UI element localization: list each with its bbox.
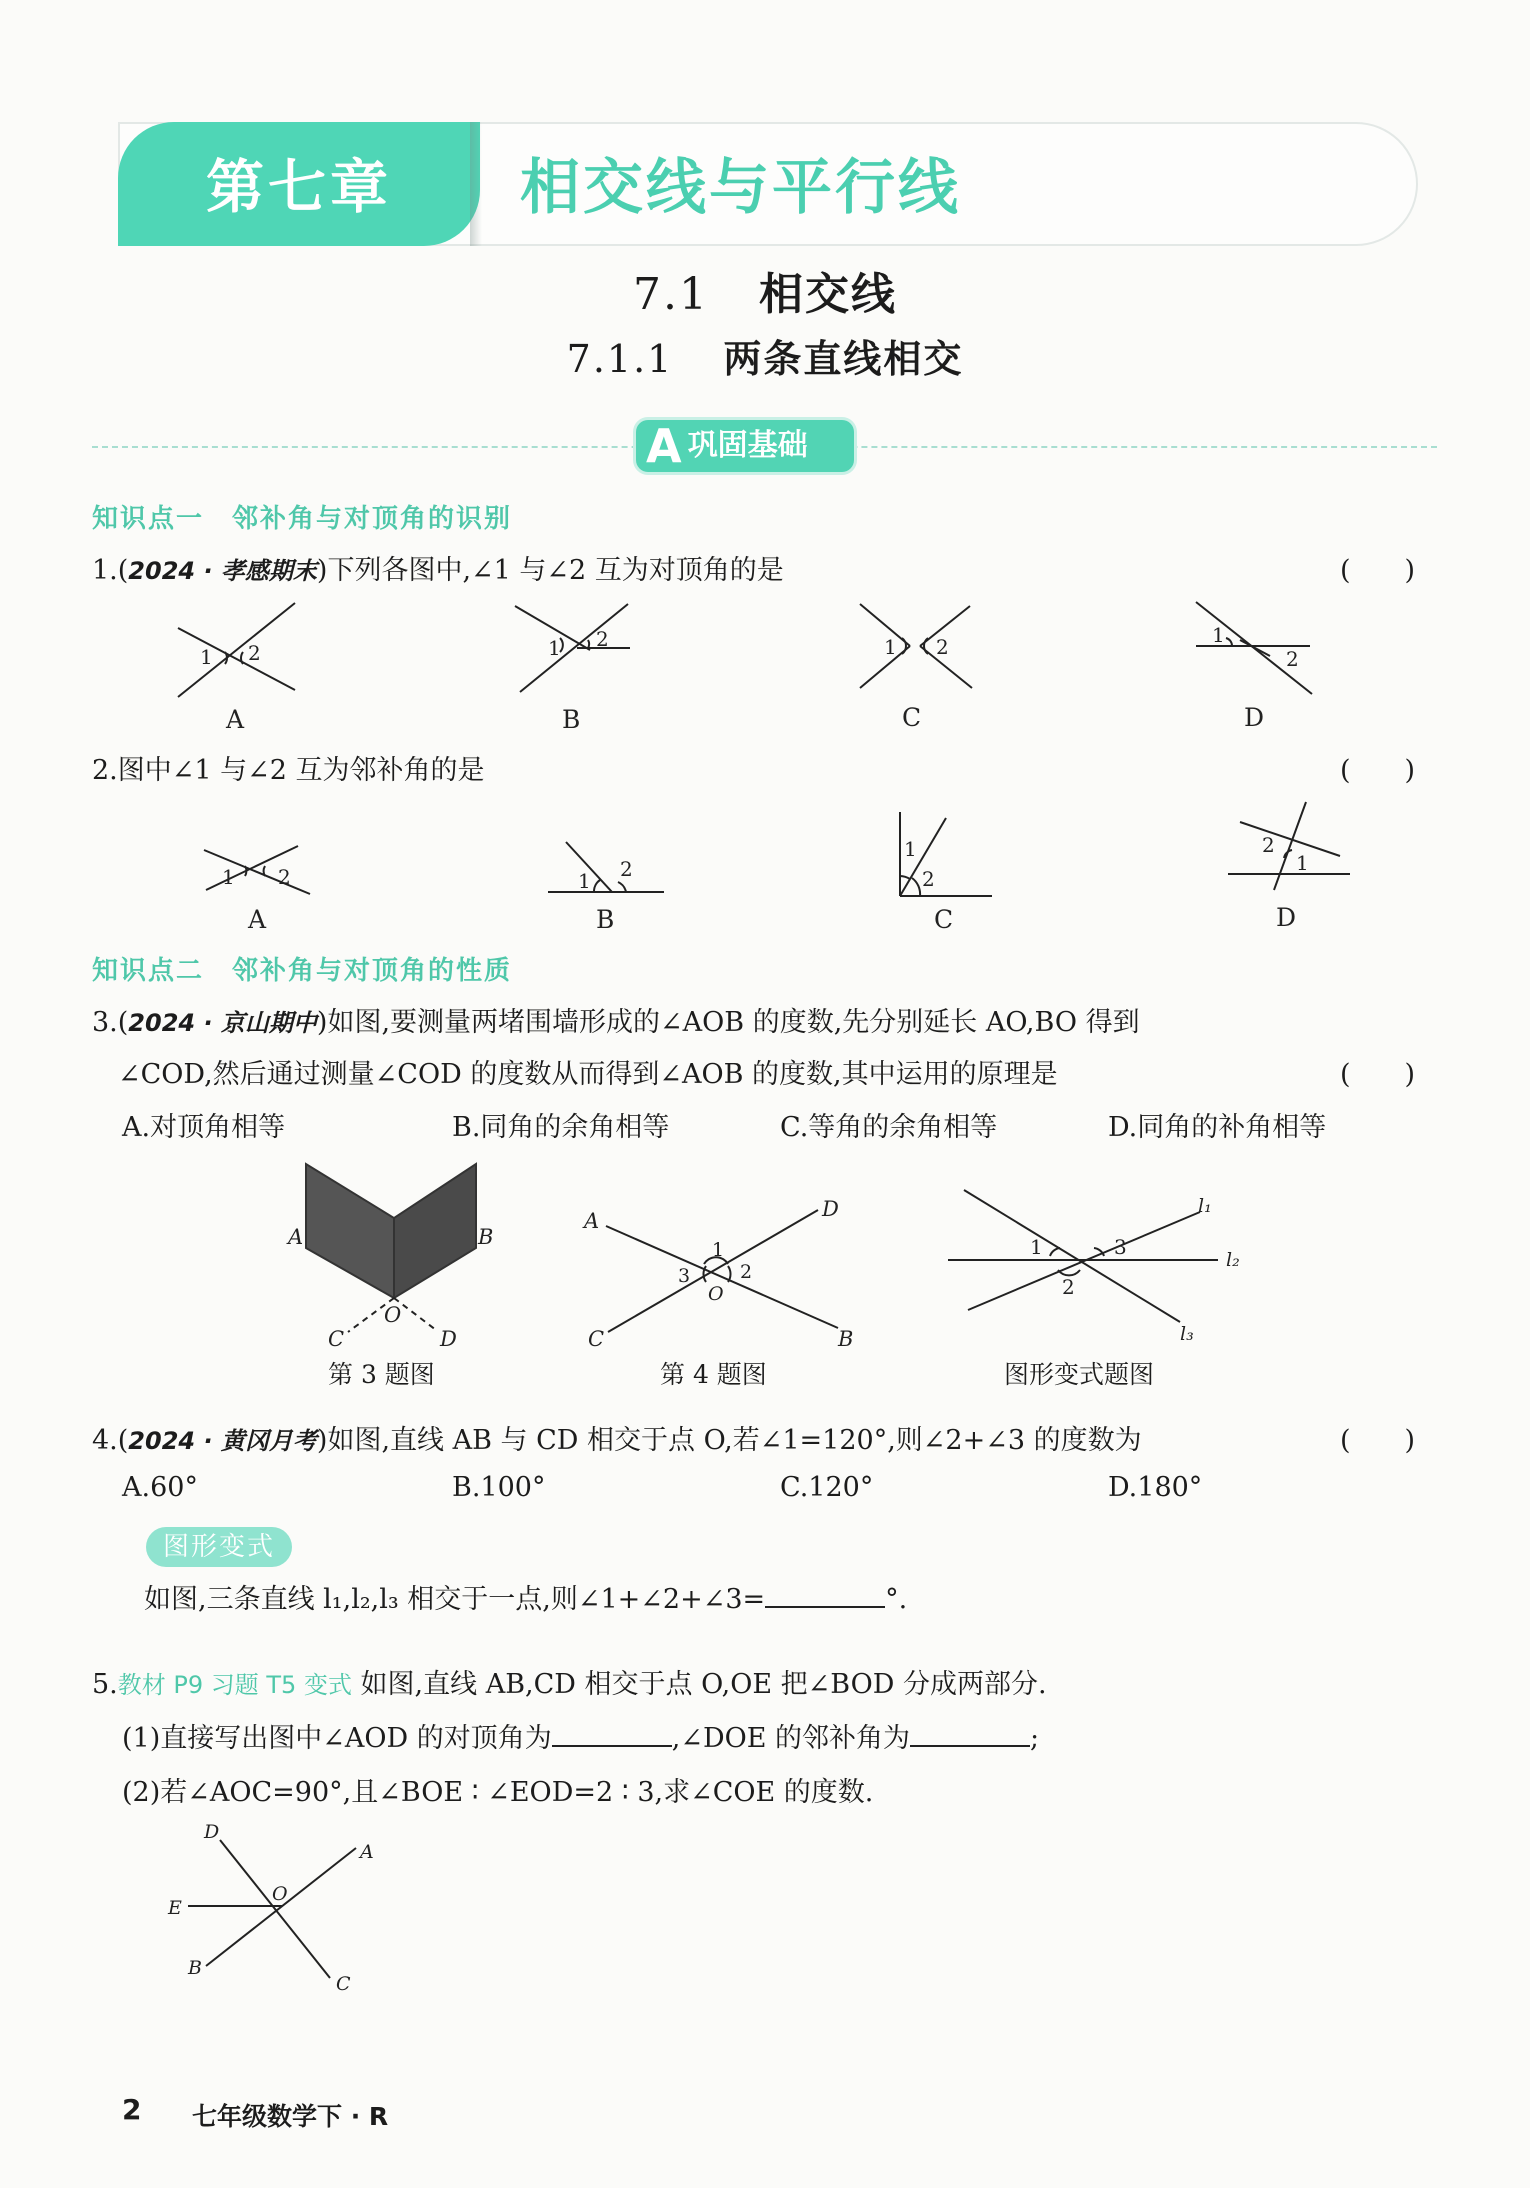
svg-text:A: A — [360, 1841, 374, 1863]
svg-text:D: D — [1276, 903, 1297, 932]
svg-text:B: B — [562, 705, 581, 734]
svg-text:2: 2 — [278, 865, 291, 889]
svg-text:2: 2 — [1062, 1275, 1075, 1299]
svg-text:2: 2 — [596, 627, 609, 651]
q3-option-d: D.同角的补角相等 — [1108, 1112, 1327, 1143]
svg-text:1: 1 — [884, 635, 897, 659]
q2-figure-d — [1228, 802, 1350, 932]
question-2: 2.图中∠1 与∠2 互为邻补角的是 — [92, 755, 485, 786]
q3-figure-walls — [286, 1164, 493, 1351]
svg-text:A: A — [248, 905, 267, 934]
svg-text:l₂: l₂ — [1226, 1249, 1240, 1271]
svg-text:B: B — [838, 1327, 854, 1351]
caption-fig3: 第 3 题图 — [328, 1360, 435, 1389]
svg-text:2: 2 — [740, 1261, 753, 1283]
svg-text:2: 2 — [936, 635, 949, 659]
chapter-number: 第七章 — [205, 153, 392, 221]
svg-text:O: O — [708, 1283, 724, 1305]
book-title: 七年级数学下 · R — [192, 2102, 389, 2131]
svg-text:3: 3 — [678, 1265, 691, 1287]
svg-text:B: B — [596, 905, 615, 934]
answer-paren-1: ( ) — [1340, 555, 1416, 586]
svg-text:B: B — [188, 1957, 202, 1979]
subsection-title: 7.1.1 两条直线相交 — [566, 336, 964, 381]
q4-option-a: A.60° — [122, 1472, 198, 1503]
svg-text:1: 1 — [578, 869, 591, 893]
svg-text:C: C — [336, 1973, 351, 1995]
knowledge-point-1: 知识点一 邻补角与对顶角的识别 — [92, 504, 513, 534]
question-5-part1: (1)直接写出图中∠AOD 的对顶角为 ,∠DOE 的邻补角为 ; — [122, 1723, 1040, 1754]
caption-variant-fig: 图形变式题图 — [1004, 1360, 1155, 1389]
question-1: 1.(2024 · 孝感期末)下列各图中,∠1 与∠2 互为对顶角的是 — [92, 555, 784, 586]
svg-text:l₃: l₃ — [1180, 1323, 1194, 1345]
svg-text:C: C — [588, 1327, 605, 1351]
svg-text:2: 2 — [248, 641, 261, 665]
q1-figure-d — [1196, 602, 1312, 732]
svg-text:2: 2 — [1262, 833, 1275, 857]
svg-text:O: O — [384, 1303, 402, 1327]
q3-option-c: C.等角的余角相等 — [780, 1112, 998, 1143]
q4-option-b: B.100° — [452, 1472, 546, 1503]
question-4: 4.(2024 · 黄冈月考)如图,直线 AB 与 CD 相交于点 O,若∠1=120°,则∠2+∠3 的度数为 — [92, 1425, 1142, 1456]
svg-text:2: 2 — [1286, 647, 1299, 671]
svg-text:A: A — [288, 1225, 304, 1249]
caption-fig4: 第 4 题图 — [660, 1360, 767, 1389]
q2-figure-b — [548, 842, 664, 934]
q1-figure-c — [860, 604, 972, 732]
chapter-title: 相交线与平行线 — [520, 153, 961, 223]
question-5: 5.教材 P9 习题 T5 变式 如图,直线 AB,CD 相交于点 O,OE 把∠BOD 分成两部分. — [92, 1669, 1047, 1700]
svg-text:1: 1 — [200, 645, 213, 669]
svg-text:D: D — [440, 1327, 457, 1351]
question-5-part2: (2)若∠AOC=90°,且∠BOE ∶ ∠EOD=2 ∶ 3,求∠COE 的度数. — [122, 1777, 874, 1808]
svg-text:D: D — [204, 1821, 220, 1843]
level-badge: A巩固基础 — [636, 420, 854, 472]
answer-paren-4: ( ) — [1340, 1425, 1416, 1456]
q4-option-d: D.180° — [1108, 1472, 1203, 1503]
svg-text:1: 1 — [904, 837, 917, 861]
knowledge-point-2: 知识点二 邻补角与对顶角的性质 — [92, 956, 513, 986]
svg-text:C: C — [328, 1327, 345, 1351]
svg-text:D: D — [822, 1197, 839, 1221]
page-number: 2 — [122, 2093, 142, 2126]
variant-question: 如图,三条直线 l₁,l₂,l₃ 相交于一点,则∠1+∠2+∠3= °. — [144, 1584, 908, 1615]
answer-paren-2: ( ) — [1340, 755, 1416, 786]
svg-text:l₁: l₁ — [1198, 1195, 1212, 1217]
svg-text:1: 1 — [222, 865, 235, 889]
svg-text:C: C — [934, 905, 954, 934]
svg-text:D: D — [1244, 703, 1265, 732]
question-3-line2: ∠COD,然后通过测量∠COD 的度数从而得到∠AOB 的度数,其中运用的原理是 — [118, 1059, 1058, 1090]
q2-figure-a — [204, 846, 310, 934]
variant-figure — [948, 1190, 1240, 1345]
svg-text:2: 2 — [620, 857, 633, 881]
svg-text:1: 1 — [1030, 1235, 1043, 1259]
svg-text:1: 1 — [1212, 623, 1225, 647]
q1-figure-b — [515, 604, 630, 734]
q2-figure-c — [900, 812, 992, 934]
svg-text:2: 2 — [922, 867, 935, 891]
svg-text:C: C — [902, 703, 922, 732]
variant-badge: 图形变式 — [146, 1527, 292, 1567]
svg-text:A: A — [226, 705, 245, 734]
svg-text:O: O — [272, 1883, 288, 1905]
svg-text:1: 1 — [712, 1239, 725, 1261]
svg-text:1: 1 — [548, 636, 561, 660]
q5-figure — [167, 1821, 374, 1995]
q3-option-a: A.对顶角相等 — [122, 1112, 286, 1143]
svg-text:3: 3 — [1114, 1235, 1127, 1259]
q1-figure-a — [178, 603, 295, 734]
q3-option-b: B.同角的余角相等 — [452, 1112, 670, 1143]
answer-paren-3: ( ) — [1340, 1059, 1416, 1090]
q4-option-c: C.120° — [780, 1472, 874, 1503]
svg-text:E: E — [168, 1897, 182, 1919]
question-3-line1: 3.(2024 · 京山期中)如图,要测量两堵围墙形成的∠AOB 的度数,先分别延长 AO,BO 得到 — [92, 1007, 1140, 1038]
section-title: 7.1 相交线 — [633, 269, 897, 320]
q4-figure — [582, 1197, 853, 1351]
svg-text:A: A — [584, 1209, 600, 1233]
svg-text:1: 1 — [1296, 851, 1309, 875]
svg-text:B: B — [478, 1225, 494, 1249]
